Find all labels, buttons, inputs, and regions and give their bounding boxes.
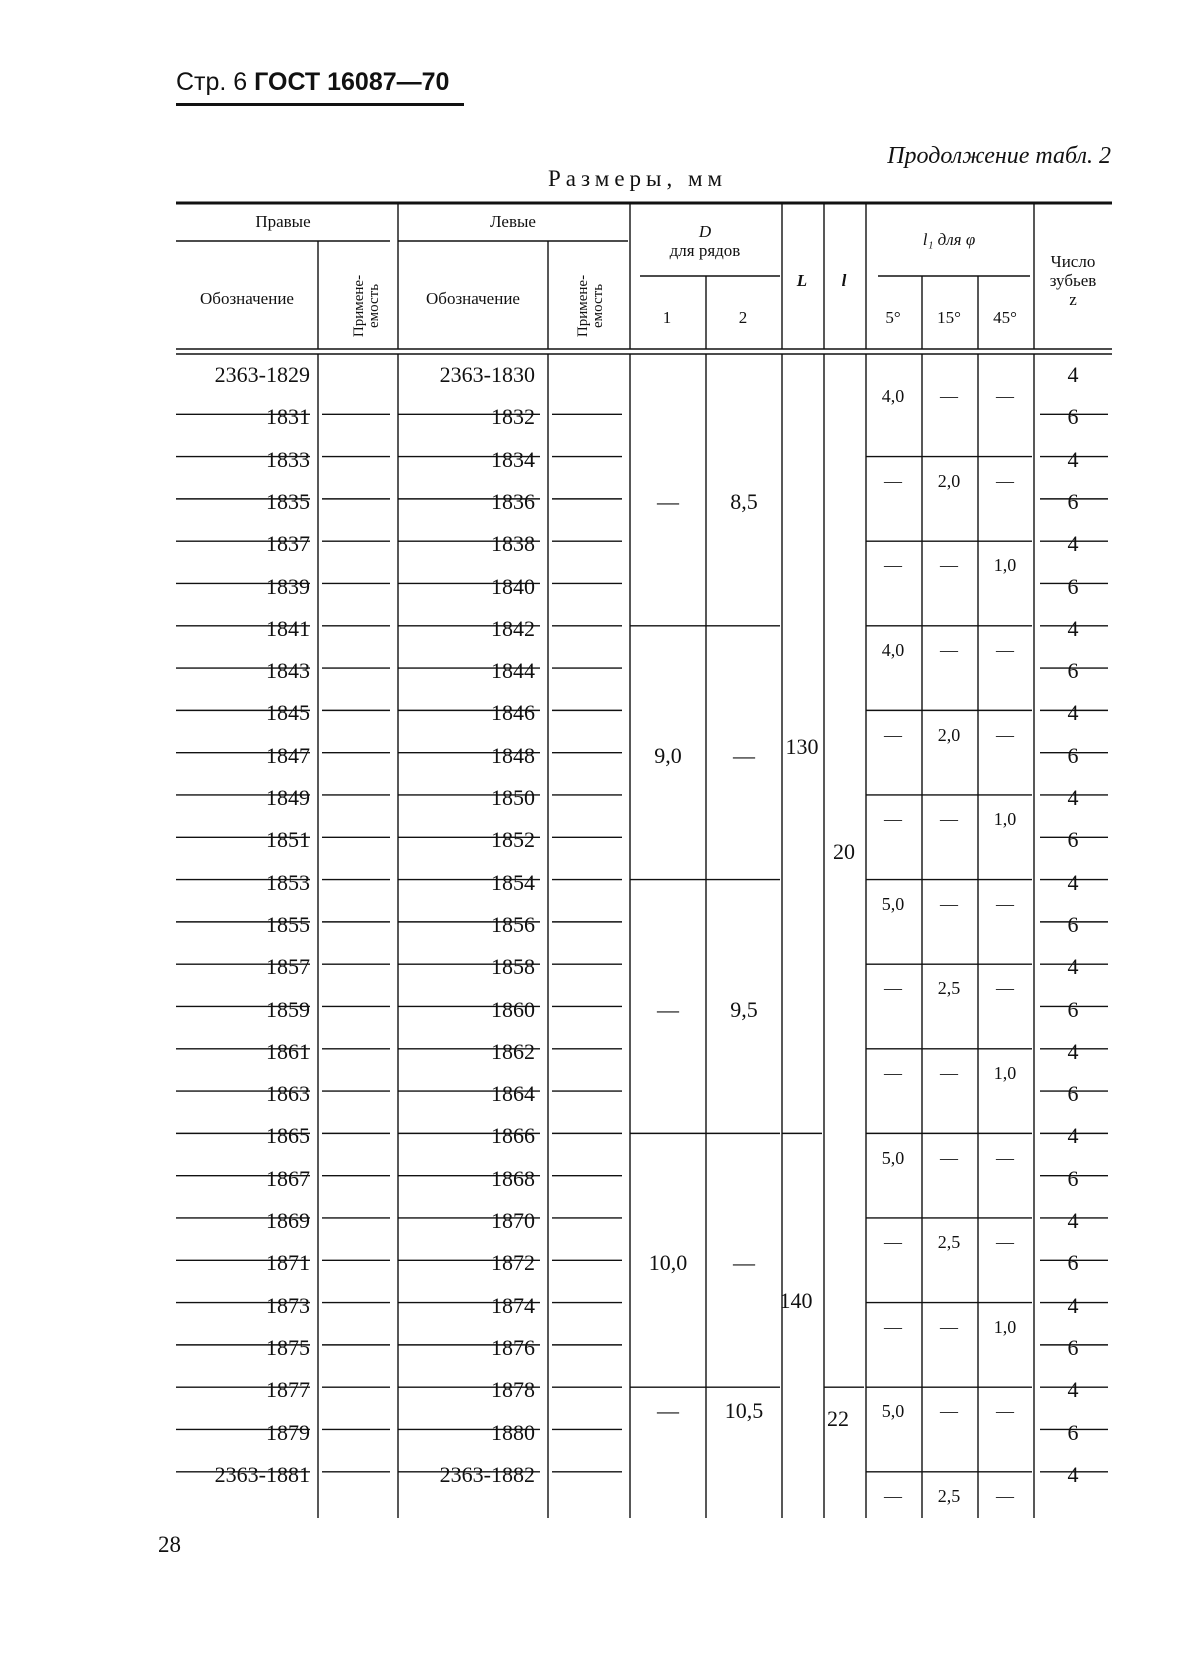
l1-45deg: 1,0	[993, 809, 1017, 830]
l1-5deg: —	[884, 1485, 902, 1506]
designation-right: 1871	[266, 1250, 310, 1276]
l1-45deg: —	[996, 724, 1014, 745]
teeth-count: 6	[1067, 658, 1079, 684]
D-row1-value: —	[657, 1398, 679, 1424]
l1-45deg: —	[996, 470, 1014, 491]
teeth-count: 6	[1067, 1250, 1079, 1276]
l1-15deg: 2,0	[937, 724, 961, 745]
l1-15deg: —	[940, 1062, 958, 1083]
designation-right: 1839	[266, 573, 310, 599]
header-angle-5: 5°	[885, 308, 901, 327]
l1-5deg: —	[884, 1062, 902, 1083]
teeth-count: 6	[1067, 827, 1079, 853]
l1-15deg: —	[940, 893, 958, 914]
designation-left: 1876	[491, 1334, 535, 1360]
teeth-count: 6	[1067, 573, 1079, 599]
l1-45deg: —	[996, 1401, 1014, 1422]
L-value: 130	[785, 733, 819, 759]
l1-45deg: 1,0	[993, 1316, 1017, 1337]
l1-15deg: 2,5	[937, 1485, 961, 1506]
l1-15deg: —	[940, 1147, 958, 1168]
teeth-count: 6	[1067, 742, 1079, 768]
designation-right: 1853	[266, 869, 310, 895]
designation-left: 1832	[491, 404, 535, 430]
designation-left: 1840	[491, 573, 535, 599]
D-row2-value: 10,5	[724, 1398, 764, 1424]
designation-right: 1861	[266, 1038, 310, 1064]
designation-right: 1857	[266, 954, 310, 980]
l1-5deg: —	[884, 470, 902, 491]
teeth-count: 6	[1067, 488, 1079, 514]
designation-left: 1834	[491, 446, 535, 472]
l1-5deg: 5,0	[881, 1401, 905, 1422]
L-value: 140	[779, 1287, 813, 1313]
designation-right: 1843	[266, 658, 310, 684]
designation-right: 1835	[266, 488, 310, 514]
designation-right: 2363-1881	[214, 1461, 310, 1487]
teeth-count: 4	[1067, 362, 1079, 387]
l1-45deg: 1,0	[993, 1062, 1017, 1083]
designation-left: 1854	[491, 869, 535, 895]
header-angle-45: 45°	[993, 308, 1017, 327]
header-row-2: 2	[738, 308, 748, 327]
designation-left: 1866	[491, 1123, 535, 1149]
D-row1-value: —	[657, 488, 679, 514]
designation-left: 1838	[491, 531, 535, 557]
continuation-note: Продолжение табл. 2	[887, 143, 1111, 169]
l1-5deg: —	[884, 724, 902, 745]
header-applicability-left: Примене- емость	[575, 274, 606, 338]
l-value: 22	[827, 1406, 849, 1432]
header-row-1: 1	[662, 308, 672, 327]
designation-right: 1847	[266, 742, 310, 768]
teeth-count: 6	[1067, 1419, 1079, 1445]
l1-45deg: —	[996, 386, 1014, 407]
l1-45deg: —	[996, 1232, 1014, 1253]
standard-number: ГОСТ 16087—70	[254, 68, 450, 96]
header-left: Левые	[490, 212, 536, 231]
teeth-count: 4	[1067, 1123, 1079, 1149]
teeth-count: 4	[1067, 1377, 1079, 1403]
l1-5deg: —	[884, 1232, 902, 1253]
l1-15deg: —	[940, 555, 958, 576]
l1-15deg: —	[940, 639, 958, 660]
designation-right: 1849	[266, 785, 310, 810]
teeth-count: 6	[1067, 404, 1079, 430]
designation-left: 1862	[491, 1038, 535, 1064]
l1-15deg: —	[940, 386, 958, 407]
l1-45deg: —	[996, 978, 1014, 999]
designation-right: 1865	[266, 1123, 310, 1149]
l1-15deg: —	[940, 1401, 958, 1422]
l1-5deg: —	[884, 809, 902, 830]
D-row2-value: —	[733, 1250, 755, 1276]
l1-15deg: 2,0	[937, 470, 961, 491]
designation-right: 1833	[266, 446, 310, 472]
teeth-count: 4	[1067, 700, 1079, 726]
l1-15deg: 2,5	[937, 978, 961, 999]
header-teeth: Число зубьев z	[1049, 252, 1097, 309]
designation-right: 1869	[266, 1208, 310, 1233]
designation-right: 1879	[266, 1419, 310, 1445]
designation-right: 1875	[266, 1334, 310, 1360]
designation-left: 2363-1882	[439, 1461, 535, 1487]
D-row2-value: 9,5	[730, 996, 758, 1022]
header-applicability-right: Примене- емость	[351, 274, 382, 338]
designation-right: 1873	[266, 1292, 310, 1318]
page-number: 28	[158, 1532, 181, 1557]
designation-right: 1837	[266, 531, 310, 557]
teeth-count: 6	[1067, 911, 1079, 937]
designation-left: 1864	[491, 1081, 535, 1107]
D-row1-value: —	[657, 996, 679, 1022]
teeth-count: 4	[1067, 1038, 1079, 1064]
header-D: D	[698, 222, 712, 241]
designation-left: 1868	[491, 1165, 535, 1191]
designation-left: 2363-1830	[439, 362, 535, 387]
designation-left: 1844	[491, 658, 535, 684]
designation-right: 1877	[266, 1377, 310, 1403]
l1-15deg: —	[940, 1316, 958, 1337]
teeth-count: 6	[1067, 996, 1079, 1022]
l1-5deg: 4,0	[881, 639, 905, 660]
designation-left: 1836	[491, 488, 535, 514]
designation-right: 1855	[266, 911, 310, 937]
designation-left: 1880	[491, 1419, 535, 1445]
teeth-count: 6	[1067, 1334, 1079, 1360]
header-D-rows: для рядов	[669, 241, 741, 260]
teeth-count: 4	[1067, 615, 1079, 641]
designation-right: 1845	[266, 700, 310, 726]
l1-45deg: —	[996, 1485, 1014, 1506]
designation-left: 1852	[491, 827, 535, 853]
designation-left: 1848	[491, 742, 535, 768]
header-designation-left: Обозначение	[426, 289, 520, 308]
teeth-count: 6	[1067, 1081, 1079, 1107]
teeth-count: 4	[1067, 1461, 1079, 1487]
l1-5deg: —	[884, 555, 902, 576]
designation-left: 1872	[491, 1250, 535, 1276]
l1-45deg: —	[996, 639, 1014, 660]
designation-left: 1842	[491, 615, 535, 641]
l1-15deg: —	[940, 809, 958, 830]
l1-45deg: —	[996, 1147, 1014, 1168]
teeth-count: 4	[1067, 446, 1079, 472]
l1-5deg: —	[884, 1316, 902, 1337]
designation-left: 1858	[491, 954, 535, 980]
designation-left: 1850	[491, 785, 535, 810]
designation-right: 1859	[266, 996, 310, 1022]
header-right: Правые	[255, 212, 311, 231]
l1-45deg: 1,0	[993, 555, 1017, 576]
l1-5deg: 5,0	[881, 893, 905, 914]
teeth-count: 4	[1067, 531, 1079, 557]
teeth-count: 4	[1067, 869, 1079, 895]
designation-right: 1863	[266, 1081, 310, 1107]
designation-right: 1841	[266, 615, 310, 641]
D-row2-value: —	[733, 742, 755, 768]
designation-left: 1860	[491, 996, 535, 1022]
header-L: L	[796, 271, 808, 290]
header-l1: l₁ для φ	[922, 230, 976, 249]
designation-left: 1846	[491, 700, 535, 726]
D-row2-value: 8,5	[730, 488, 758, 514]
teeth-count: 4	[1067, 1208, 1079, 1233]
l1-5deg: —	[884, 978, 902, 999]
designation-right: 1851	[266, 827, 310, 853]
designation-left: 1870	[491, 1208, 535, 1233]
designation-right: 1831	[266, 404, 310, 430]
designation-left: 1856	[491, 911, 535, 937]
l1-45deg: —	[996, 893, 1014, 914]
header-designation-right: Обозначение	[200, 289, 294, 308]
header-angle-15: 15°	[937, 308, 961, 327]
l1-5deg: 4,0	[881, 386, 905, 407]
teeth-count: 4	[1067, 954, 1079, 980]
l1-15deg: 2,5	[937, 1232, 961, 1253]
designation-left: 1874	[491, 1292, 535, 1318]
designation-right: 1867	[266, 1165, 310, 1191]
table-caption: Размеры, мм	[548, 166, 728, 191]
teeth-count: 6	[1067, 1165, 1079, 1191]
D-row1-value: 10,0	[648, 1250, 688, 1276]
page-label: Стр. 6	[176, 68, 248, 96]
teeth-count: 4	[1067, 785, 1079, 810]
designation-right: 2363-1829	[214, 362, 310, 387]
l-value: 20	[833, 839, 855, 865]
header-l: l	[841, 271, 847, 290]
designation-left: 1878	[491, 1377, 535, 1403]
l1-5deg: 5,0	[881, 1147, 905, 1168]
D-row1-value: 9,0	[654, 742, 682, 768]
teeth-count: 4	[1067, 1292, 1079, 1318]
